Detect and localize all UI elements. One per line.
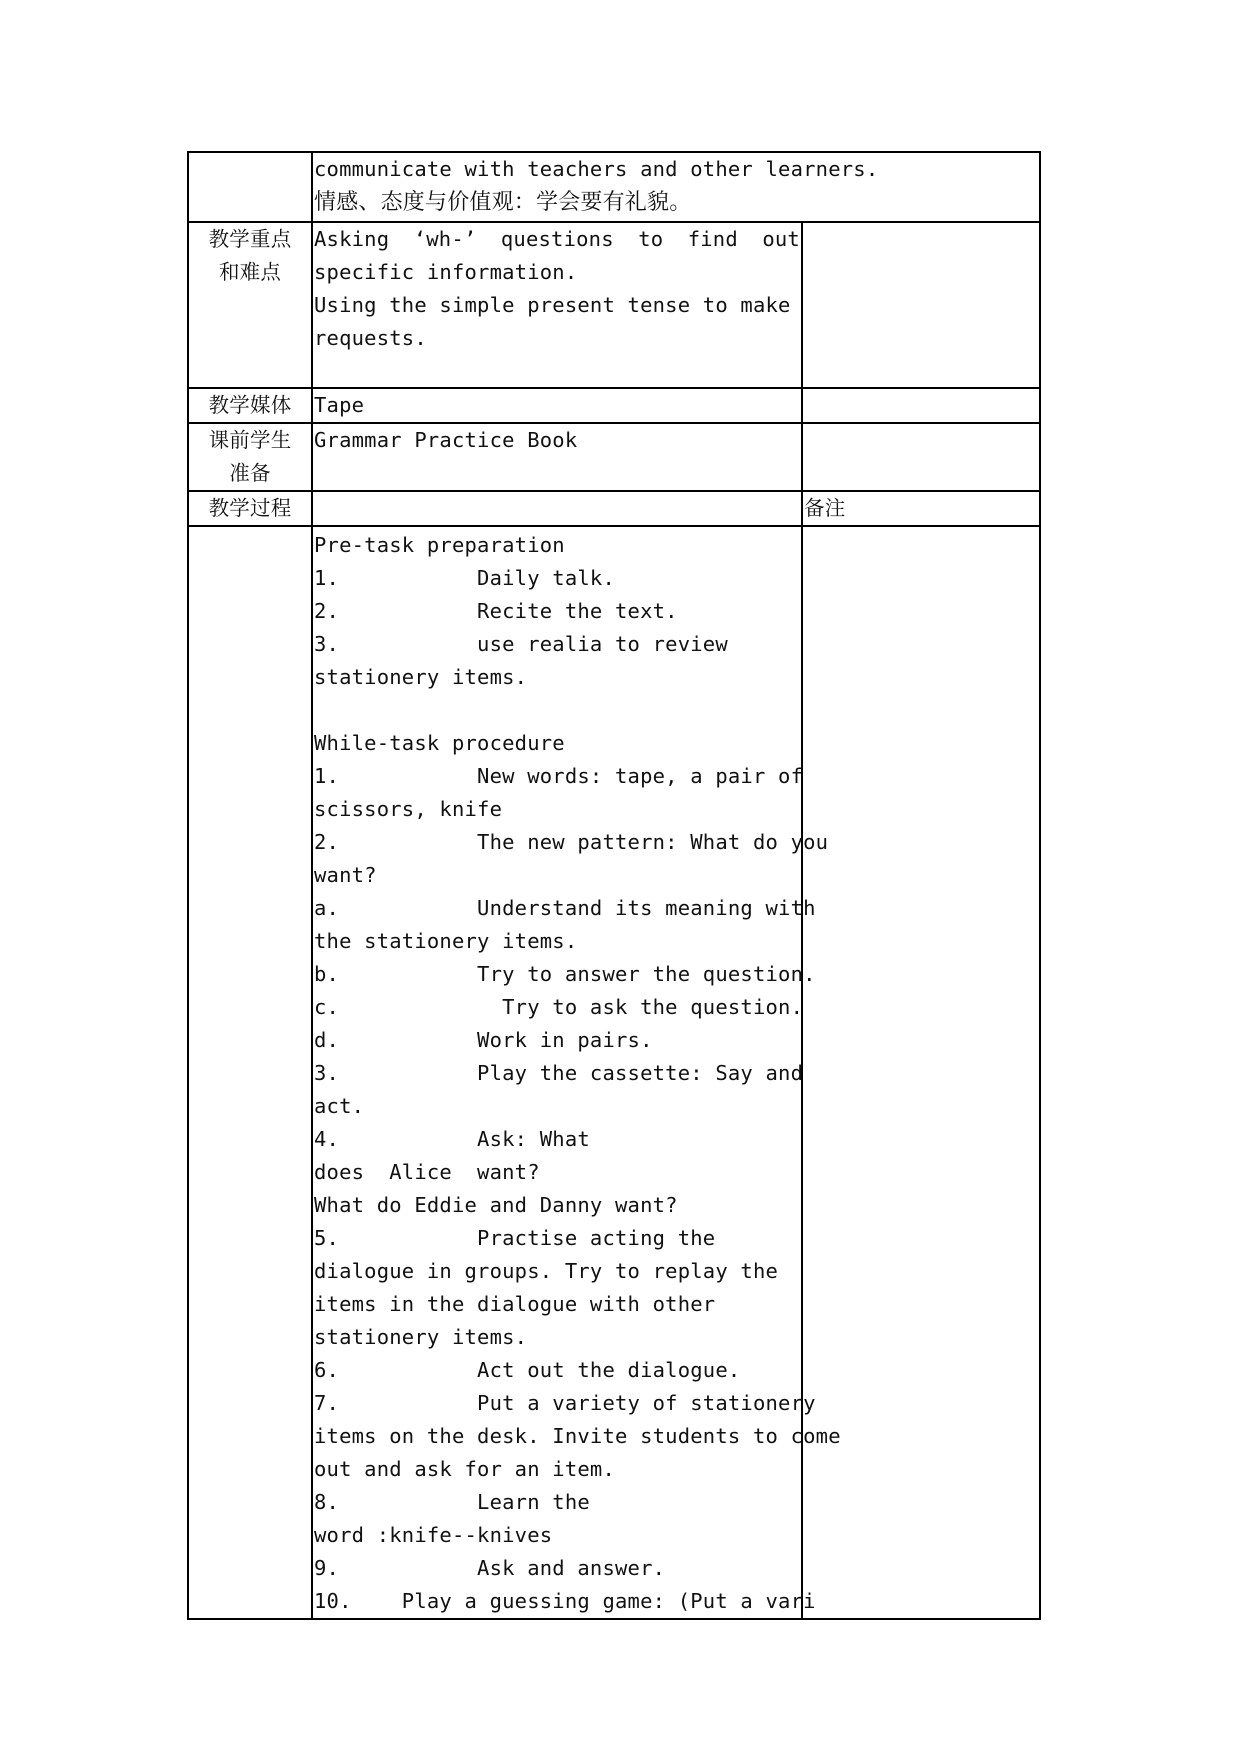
process-label-empty [188,526,312,1619]
process-line: stationery items. [314,1325,528,1349]
process-line: 2. Recite the text. [314,599,678,623]
process-line: word :knife--knives [314,1523,553,1547]
prep-row [188,423,1040,491]
process-line: While-task procedure [314,731,565,755]
process-line: does Alice want? [314,1160,540,1184]
key-points-notes [802,222,1040,388]
process-line: a. Understand its meaning with [314,896,816,920]
prep-label-line2: 准备 [229,461,271,485]
objectives-text-line: communicate with teachers and other learners. [314,157,879,181]
process-label: 教学过程 [188,491,312,526]
process-line: 8. Learn the [314,1490,590,1514]
process-line: 9. Ask and answer. [314,1556,666,1580]
objectives-label-cell [188,152,312,222]
process-line: 5. Practise acting the [314,1226,716,1250]
process-header-row [188,491,1040,526]
process-line: 7. Put a variety of stationery [314,1391,816,1415]
lesson-plan-table [187,151,1041,1620]
media-label: 教学媒体 [188,388,312,423]
process-line: 4. Ask: What [314,1127,590,1151]
key-points-row [188,222,1040,388]
process-line: the stationery items. [314,929,578,953]
key-points-line: specific information. [314,260,578,284]
key-points-label-line2: 和难点 [218,260,282,284]
prep-notes [802,423,1040,491]
key-points-line: requests. [314,326,427,350]
objectives-attitude-line: 情感、态度与价值观：学会要有礼貌。 [314,190,692,215]
process-line [314,694,800,727]
process-line: 6. Act out the dialogue. [314,1358,741,1382]
process-line: stationery items. [314,665,528,689]
media-value: Tape [312,388,802,423]
process-line: 3. use realia to review [314,632,728,656]
process-header-empty [312,491,802,526]
notes-header: 备注 [802,491,1040,526]
process-line: items on the desk. Invite students to come [314,1424,841,1448]
process-line: 2. The new pattern: What do you [314,830,829,854]
process-line: scissors, knife [314,797,503,821]
process-line: dialogue in groups. Try to replay the [314,1259,779,1283]
key-points-line: Using the simple present tense to make [314,293,791,317]
process-line: What do Eddie and Danny want? [314,1193,678,1217]
process-content [312,526,841,1619]
prep-label [188,423,312,491]
process-content-row [188,526,1040,1619]
process-line: 3. Play the cassette: Say and [314,1061,804,1085]
process-line: items in the dialogue with other [314,1292,716,1316]
prep-value: Grammar Practice Book [312,423,802,491]
process-line: c. Try to ask the question. [314,995,804,1019]
media-notes [802,388,1040,423]
process-line: out and ask for an item. [314,1457,616,1481]
process-line: 1. New words: tape, a pair of [314,764,804,788]
process-line: 1. Daily talk. [314,566,616,590]
process-line: 10. Play a guessing game: (Put a vari [314,1589,816,1613]
objectives-content-cell [312,152,1040,222]
media-row [188,388,1040,423]
key-points-label-line1: 教学重点 [208,227,292,251]
process-line: Pre-task preparation [314,533,565,557]
process-line: b. Try to answer the question. [314,962,816,986]
key-points-content [312,222,802,388]
process-line: d. Work in pairs. [314,1028,653,1052]
process-notes [802,526,1040,1619]
key-points-label [188,222,312,388]
process-line: want? [314,863,377,887]
process-line: act. [314,1094,365,1118]
prep-label-line1: 课前学生 [208,428,292,452]
key-points-line: Asking ‘wh-’ questions to find out [314,227,800,251]
objectives-row [188,152,1040,222]
